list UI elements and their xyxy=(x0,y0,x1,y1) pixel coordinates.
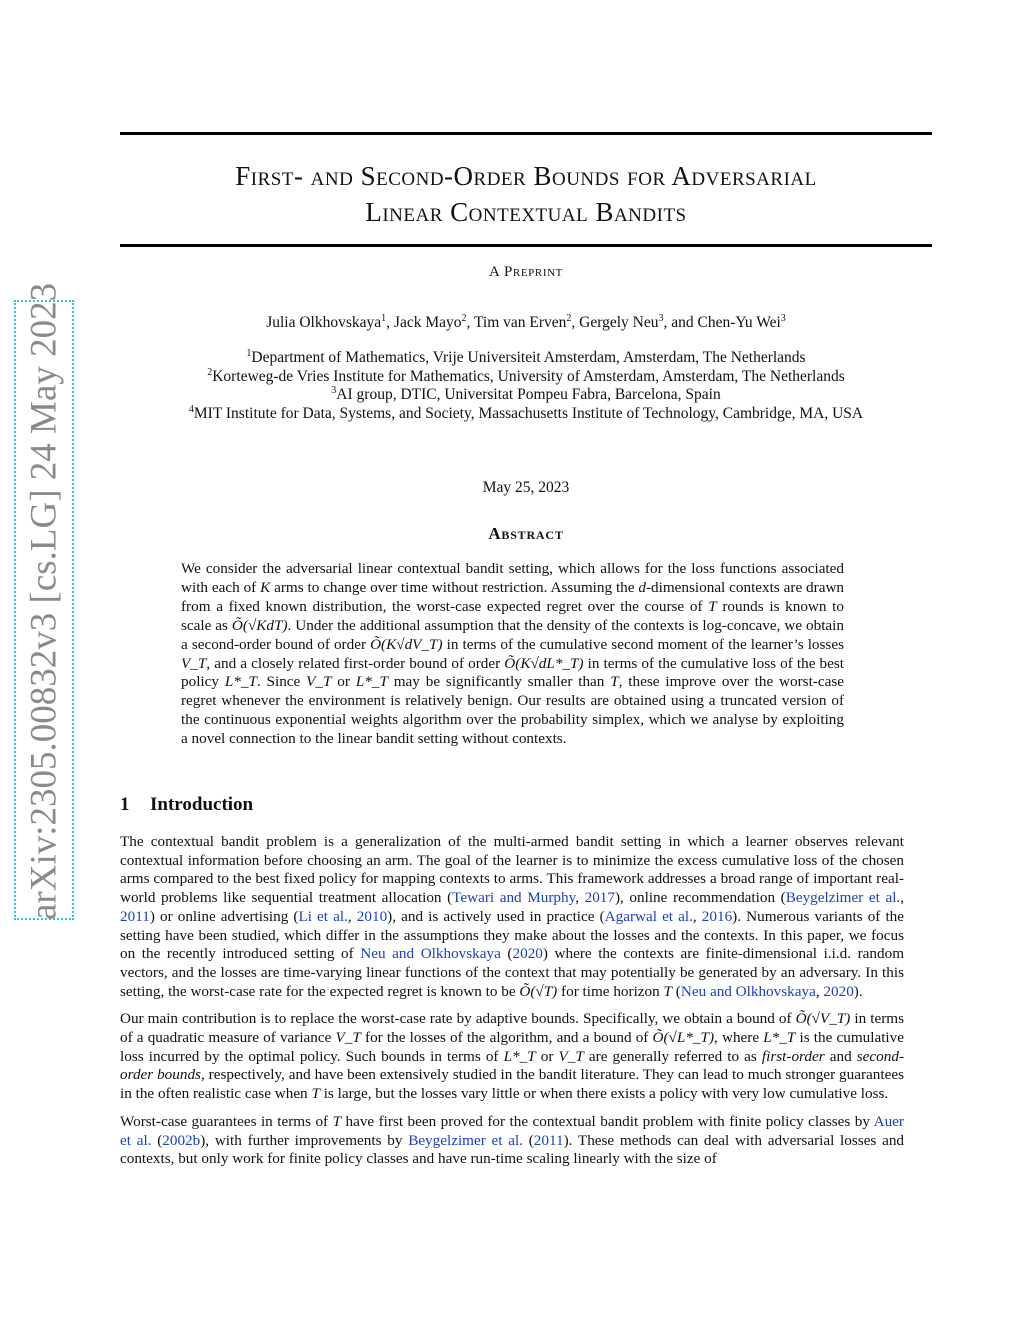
abstract-text: , these improve over the worst-case regret whenever the environment is relatively benign. Our results are obtained using a truncated version of the continuous exponential weights algorithm over the probability simplex, which we analyse by exploiting a novel connection to the linear bandit setting without contexts. xyxy=(181,673,844,748)
body-text: is the cumulative loss incurred by the optimal policy. Such bounds in terms of xyxy=(120,1029,904,1065)
citation-link[interactable]: 2010 xyxy=(356,907,388,925)
citation-link[interactable]: 2011 xyxy=(120,907,150,925)
body-text: is large, but the losses vary little or when there exists a policy with very low cumulative loss. xyxy=(319,1085,889,1103)
citation-link[interactable]: Neu and Olkhovskaya xyxy=(360,945,501,963)
citation-link[interactable]: 2020 xyxy=(512,945,543,963)
body-text: ). Numerous variants of the setting have been studied, which differ in the assumptions they make about the losses and the contexts. In this paper, we focus on the recently introduced setting of xyxy=(120,907,905,963)
body-text: , xyxy=(900,889,905,907)
abstract-text: in terms of the cumulative second moment of the learner’s losses xyxy=(442,635,844,653)
affiliation-text: AI group, DTIC, Universitat Pompeu Fabra, Barcelona, Spain xyxy=(336,386,721,404)
body-text: ( xyxy=(500,945,513,963)
citation-link[interactable]: Tewari and Murphy xyxy=(452,889,576,907)
body-text: in terms of a quadratic measure of variance xyxy=(120,1010,904,1047)
preprint-label: A Preprint xyxy=(489,264,563,280)
citation-link[interactable]: 2020 xyxy=(823,982,854,1000)
section-title: Introduction xyxy=(150,794,254,815)
body-text: , xyxy=(815,982,824,1000)
paper-date: May 25, 2023 xyxy=(482,479,570,496)
body-text: , where xyxy=(714,1029,764,1047)
math-inline: Õ(K√dV_T) xyxy=(370,635,443,653)
affiliation-text: MIT Institute for Data, Systems, and Society, Massachusetts Institute of Technology, Cambridge, MA, USA xyxy=(193,404,864,422)
citation-link[interactable]: 2017 xyxy=(584,889,615,907)
abstract-text: in terms of the cumulative loss of the best policy xyxy=(181,654,845,691)
title-top-rule xyxy=(120,132,932,135)
abstract-paragraph xyxy=(181,560,844,749)
abstract-heading: Abstract xyxy=(488,524,564,543)
abstract-text: , and a closely related first-order bound of order xyxy=(206,654,505,672)
section-number: 1 xyxy=(120,794,130,815)
citation-link[interactable]: Neu and Olkhovskaya xyxy=(680,982,816,1000)
abstract-text: rounds is known to scale as xyxy=(181,597,844,634)
section-heading xyxy=(120,794,253,816)
abstract-text: . Since xyxy=(256,673,307,691)
body-text: ) or online advertising ( xyxy=(149,907,299,925)
math-inline: K xyxy=(260,578,271,596)
math-inline: T xyxy=(610,673,619,691)
emphasis-text: second-order bounds xyxy=(120,1047,904,1084)
arxiv-stamp xyxy=(14,282,74,920)
affiliation-list xyxy=(100,349,952,423)
arxiv-stamp-text: arXiv:2305.00832v3 [cs.LG] 24 May 2023 xyxy=(23,282,65,920)
author-name: Tim van Erven xyxy=(473,314,567,331)
abstract-body xyxy=(181,560,844,749)
body-text: have first been proved for the contextual bandit problem with finite policy classes by xyxy=(341,1112,874,1130)
math-inline: V_T xyxy=(181,654,207,672)
author-affil-mark: 3 xyxy=(780,312,786,324)
citation-link[interactable]: 2016 xyxy=(701,907,733,925)
citation-link[interactable]: Beygelzimer et al. xyxy=(785,889,901,907)
body-text: , xyxy=(692,907,702,925)
affiliation xyxy=(100,368,952,387)
body-text: ) where the contexts are finite-dimensional i.i.d. random vectors, and the losses are time-varying linear functions of the context that may potentially be generated by an adversary. In this setting, the worst-case rate for the expected regret is known to be xyxy=(120,945,905,1000)
body-text: are generally referred to as xyxy=(583,1047,762,1065)
math-inline: d xyxy=(638,578,646,596)
author-name: Julia Olkhovskaya xyxy=(266,314,382,331)
math-inline: T xyxy=(311,1085,320,1103)
abstract-text: or xyxy=(331,673,356,691)
intro-paragraph-1 xyxy=(120,833,904,1001)
author-name: Jack Mayo xyxy=(393,314,462,331)
body-text: ), with further improvements by xyxy=(200,1131,409,1149)
author-name: Chen-Yu Wei xyxy=(697,314,781,331)
abstract-text: . Under the additional assumption that the density of the contexts is log-concave, we obtain a second-order bound of order xyxy=(181,616,844,653)
abstract-text: We consider the adversarial linear contextual bandit setting, which allows for the loss functions associated with each of xyxy=(181,560,844,596)
title-bottom-rule xyxy=(120,244,932,247)
abstract-text: may be significantly smaller than xyxy=(387,673,611,691)
affiliation-text: Department of Mathematics, Vrije Universiteit Amsterdam, Amsterdam, The Netherlands xyxy=(251,349,806,366)
affiliation-number: 3 xyxy=(331,385,337,397)
author-separator: , xyxy=(466,314,474,331)
body-text: Our main contribution is to replace the worst-case rate by adaptive bounds. Specifically, we obtain a bound of xyxy=(120,1010,796,1028)
body-text: ( xyxy=(672,982,681,1000)
math-inline: V_T xyxy=(306,673,332,691)
intro-paragraph-3 xyxy=(120,1113,904,1169)
citation-link[interactable]: Agarwal et al. xyxy=(604,907,693,925)
title-line-2: Linear Contextual Bandits xyxy=(365,197,687,227)
citation-link[interactable]: Li et al. xyxy=(298,907,348,925)
citation-link[interactable]: Beygelzimer et al. xyxy=(408,1131,523,1149)
citation-link[interactable]: Auer et al. xyxy=(120,1112,904,1149)
affiliation-number: 2 xyxy=(207,366,213,378)
math-inline: Õ(√L*_T) xyxy=(652,1029,715,1047)
author-affil-mark: 3 xyxy=(658,312,664,324)
body-text: ( xyxy=(522,1131,534,1149)
affiliation xyxy=(100,349,952,368)
body-text: and xyxy=(824,1047,857,1065)
math-inline: L*_T xyxy=(224,673,257,691)
body-text: , respectively, and have been extensively studied in the bandit literature. They can lead to much stronger guarantees in the often realistic case when xyxy=(120,1066,904,1103)
math-inline: V_T xyxy=(335,1029,361,1047)
paper-title xyxy=(120,158,932,230)
affiliation-number: 1 xyxy=(246,347,252,359)
math-inline: T xyxy=(663,982,672,1000)
intro-body xyxy=(120,833,904,1178)
math-inline: L*_T xyxy=(763,1029,796,1047)
body-text: for time horizon xyxy=(557,982,664,1000)
body-text: or xyxy=(535,1047,559,1065)
affiliation xyxy=(100,405,952,424)
affiliation xyxy=(100,386,952,405)
body-text: for the losses of the algorithm, and a bound of xyxy=(360,1029,653,1047)
author-separator: , xyxy=(386,314,394,331)
math-inline: Õ(√T) xyxy=(519,982,558,1000)
math-inline: Õ(√KdT) xyxy=(231,616,288,634)
citation-link[interactable]: 2002b xyxy=(162,1131,201,1149)
body-text: ( xyxy=(151,1131,163,1149)
author-affil-mark: 2 xyxy=(566,312,572,324)
body-text: ). xyxy=(853,982,863,1000)
author-affil-mark: 1 xyxy=(381,312,387,324)
citation-link[interactable]: 2011 xyxy=(533,1131,564,1149)
author-list xyxy=(120,314,932,332)
body-text: ), online recommendation ( xyxy=(614,889,786,907)
body-text: ), and is actively used in practice ( xyxy=(387,907,605,925)
body-text: ). These methods can deal with adversarial losses and contexts, but only work for finite policy classes and have run-time scaling linearly with the size of xyxy=(120,1131,905,1168)
body-text: Worst-case guarantees in terms of xyxy=(120,1112,333,1130)
affiliation-number: 4 xyxy=(188,403,194,415)
math-inline: Õ(√V_T) xyxy=(795,1010,851,1028)
math-inline: T xyxy=(708,597,717,615)
math-inline: L*_T xyxy=(355,673,388,691)
abstract-text: -dimensional contexts are drawn from a fixed known distribution, the worst-case expected regret over the course of xyxy=(181,578,845,615)
math-inline: T xyxy=(332,1112,342,1130)
body-text: , xyxy=(575,889,585,907)
title-line-1: First- and Second-Order Bounds for Adversarial xyxy=(235,161,817,191)
author-separator: , and xyxy=(663,314,698,331)
body-text: The contextual bandit problem is a generalization of the multi-armed bandit setting in which a learner observes relevant contextual information before choosing an arm. The goal of the learner is to minimize the excess cumulative loss of the chosen arms compared to the best fixed policy for mapping contexts to arms. This framework addresses a broad range of important real-world problems like sequential treatment allocation ( xyxy=(120,833,904,907)
emphasis-text: first-order xyxy=(761,1047,825,1065)
author-separator: , xyxy=(571,314,580,331)
math-inline: Õ(K√dL*_T) xyxy=(504,654,584,672)
author-name: Gergely Neu xyxy=(579,314,659,331)
math-inline: V_T xyxy=(558,1047,584,1065)
math-inline: L*_T xyxy=(503,1047,536,1065)
author-affil-mark: 2 xyxy=(461,312,467,324)
intro-paragraph-2 xyxy=(120,1010,904,1104)
abstract-text: arms to change over time without restriction. Assuming the xyxy=(270,578,639,596)
affiliation-text: Korteweg-de Vries Institute for Mathematics, University of Amsterdam, Amsterdam, The Netherlands xyxy=(212,367,845,385)
body-text: , xyxy=(347,907,357,925)
